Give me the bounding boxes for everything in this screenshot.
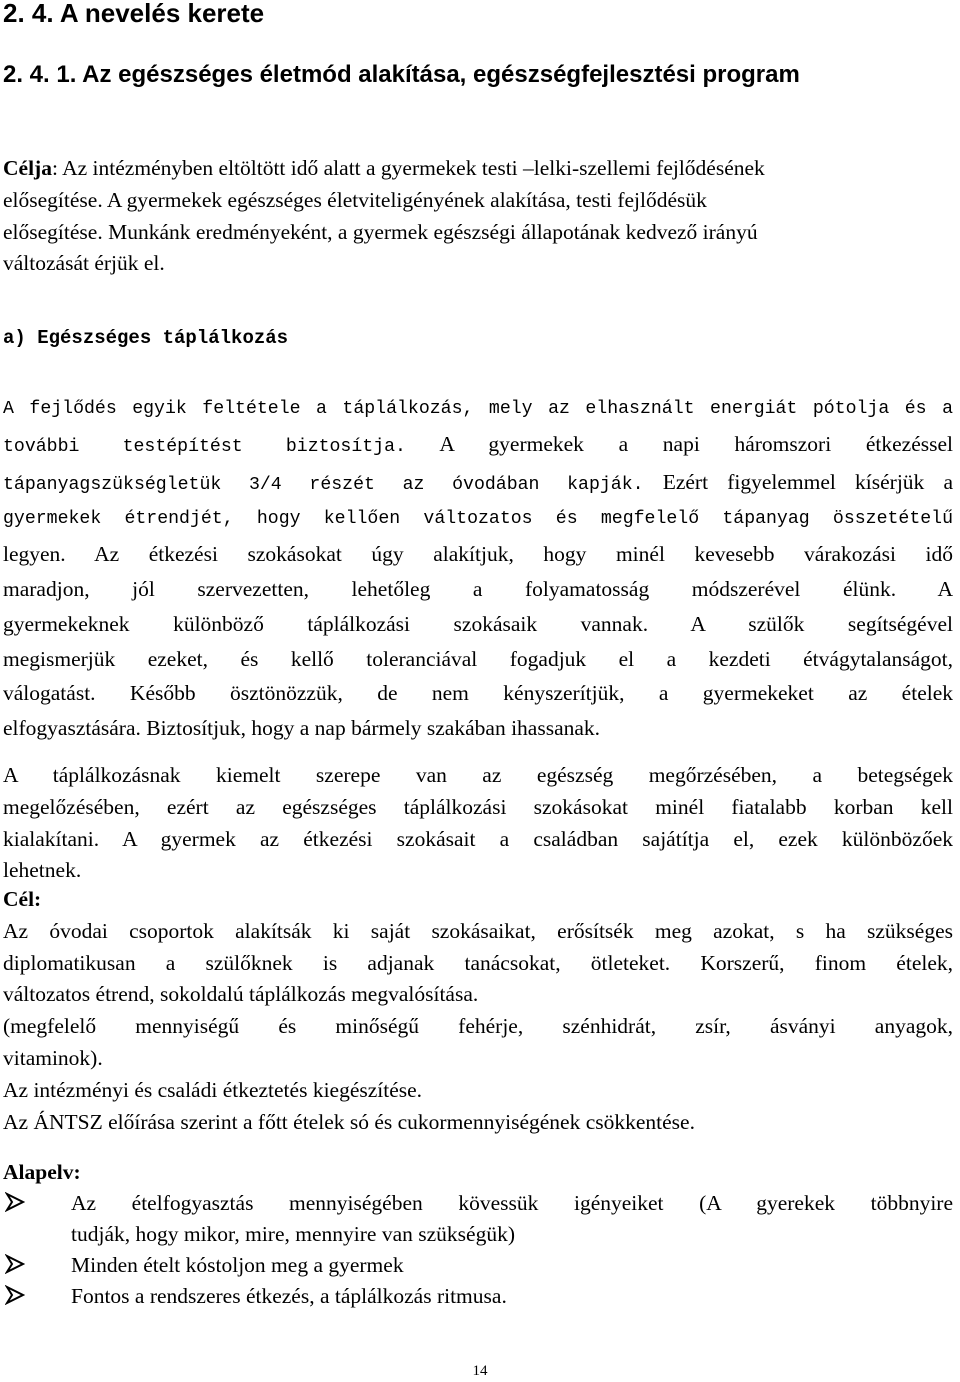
section-a-line-5: legyen. Az étkezési szokásokat úgy alakítjuk, hogy minél kevesebb várakozási idő — [3, 542, 953, 567]
section-heading: 2. 4. A nevelés kerete — [3, 0, 265, 28]
nutrition-line-1: A táplálkozásnak kiemelt szerepe van az egészség megőrzésében, a betegségek — [3, 763, 953, 787]
goal-line-1: Az óvodai csoportok alakítsák ki saját szokásaikat, erősítsék meg azokat, s ha szükséges — [3, 918, 953, 943]
list-item — [3, 1188, 953, 1250]
section-a-line-2-mono: további testépítést biztosítja. — [3, 436, 406, 457]
goal-label-celja: Célja — [3, 156, 52, 180]
section-a-line-3 — [3, 465, 953, 503]
intro-line-3: elősegítése. Munkánk eredményeként, a gyermek egészségi állapotának kedvező irányú — [3, 219, 758, 244]
goal-label: Cél: — [3, 887, 42, 911]
goal-line-5: vitaminok). — [3, 1045, 103, 1070]
section-a-line-1: A fejlődés egyik feltétele a táplálkozás, mely az elhasznált energiát pótolja és a — [3, 399, 953, 419]
goal-paragraph — [3, 884, 953, 1138]
section-a-line-8: megismerjük ezeket, és kellő toleranciával fogadjuk el a kezdeti étvágytalanságot, — [3, 646, 953, 671]
list-item — [3, 1281, 953, 1312]
arrow-bullet-icon — [5, 1192, 25, 1212]
principle-2-line-1: Minden ételt kóstoljon meg a gyermek — [71, 1253, 404, 1277]
subsection-heading: 2. 4. 1. Az egészséges életmód alakítása, egészségfejlesztési program — [3, 61, 800, 88]
intro-line-4: változását érjük el. — [3, 251, 165, 276]
section-a-line-2-text: A gyermekek a napi háromszori étkezéssel — [405, 431, 953, 456]
section-a-paragraph — [3, 392, 953, 746]
section-a-line-9: válogatást. Később ösztönözzük, de nem kényszerítjük, a gyermekeket az ételek — [3, 681, 953, 706]
list-item — [3, 1250, 953, 1281]
principle-1-line-1: Az ételfogyasztás mennyiségében kövessük igényeiket (A gyerekek többnyire — [71, 1191, 953, 1215]
section-a-line-10: elfogyasztására. Biztosítjuk, hogy a nap bármely szakában ihassanak. — [3, 716, 601, 741]
nutrition-line-2: megelőzésében, ezért az egészséges táplálkozási szokásokat minél fiatalabb korban kell — [3, 794, 953, 819]
section-a-line-3-text: Ezért figyelemmel kísérjük a — [643, 469, 953, 494]
section-a-line-7: gyermekeknek különböző táplálkozási szokásaik vannak. A szülők segítségével — [3, 611, 953, 636]
principles-label-block — [3, 1156, 953, 1189]
section-a-line-4: gyermekek étrendjét, hogy kellően változatos és megfelelő tápanyag összetételű — [3, 509, 953, 530]
principles-list — [3, 1188, 953, 1312]
intro-paragraph — [3, 153, 953, 280]
principles-label: Alapelv: — [3, 1160, 81, 1184]
section-a-line-3-mono: tápanyagszükségletük 3/4 részét az óvodában kapják. — [3, 474, 644, 495]
section-a-line-6: maradjon, jól szervezetten, lehetőleg a folyamatosság módszerével élünk. A — [3, 576, 953, 601]
goal-line-4: (megfelelő mennyiségű és minőségű fehérje, szénhidrát, zsír, ásványi anyagok, — [3, 1014, 953, 1039]
goal-line-6: Az intézményi és családi étkeztetés kiegészítése. — [3, 1077, 423, 1102]
nutrition-line-4: lehetnek. — [3, 858, 82, 883]
principle-3-line-1: Fontos a rendszeres étkezés, a táplálkozás ritmusa. — [71, 1284, 507, 1308]
nutrition-line-3: kialakítani. A gyermek az étkezési szokásait a családban sajátítja el, ezek különbözőek — [3, 826, 953, 851]
goal-line-2: diplomatikusan a szülőknek is adjanak tanácsokat, ötleteket. Korszerű, finom ételek, — [3, 950, 953, 975]
arrow-bullet-icon — [5, 1285, 25, 1305]
principle-1-line-2: tudják, hogy mikor, mire, mennyire van szükségük) — [71, 1222, 515, 1246]
section-a-title: a) Egészséges táplálkozás — [3, 327, 289, 349]
goal-line-3: változatos étrend, sokoldalú táplálkozás megvalósítása. — [3, 982, 479, 1007]
page-number: 14 — [472, 1363, 488, 1379]
arrow-bullet-icon — [5, 1254, 25, 1274]
nutrition-paragraph — [3, 760, 953, 887]
intro-line-2: elősegítése. A gyermekek egészséges életviteligényének alakítása, testi fejlődésük — [3, 187, 707, 212]
intro-line-1 — [3, 153, 953, 185]
goal-line-7: Az ÁNTSZ előírása szerint a főtt ételek só és cukormennyiségének csökkentése. — [3, 1109, 695, 1134]
intro-line-1-text: : Az intézményben eltöltött idő alatt a gyermekek testi –lelki-szellemi fejlődésének — [51, 156, 765, 180]
section-a-line-2 — [3, 427, 953, 465]
